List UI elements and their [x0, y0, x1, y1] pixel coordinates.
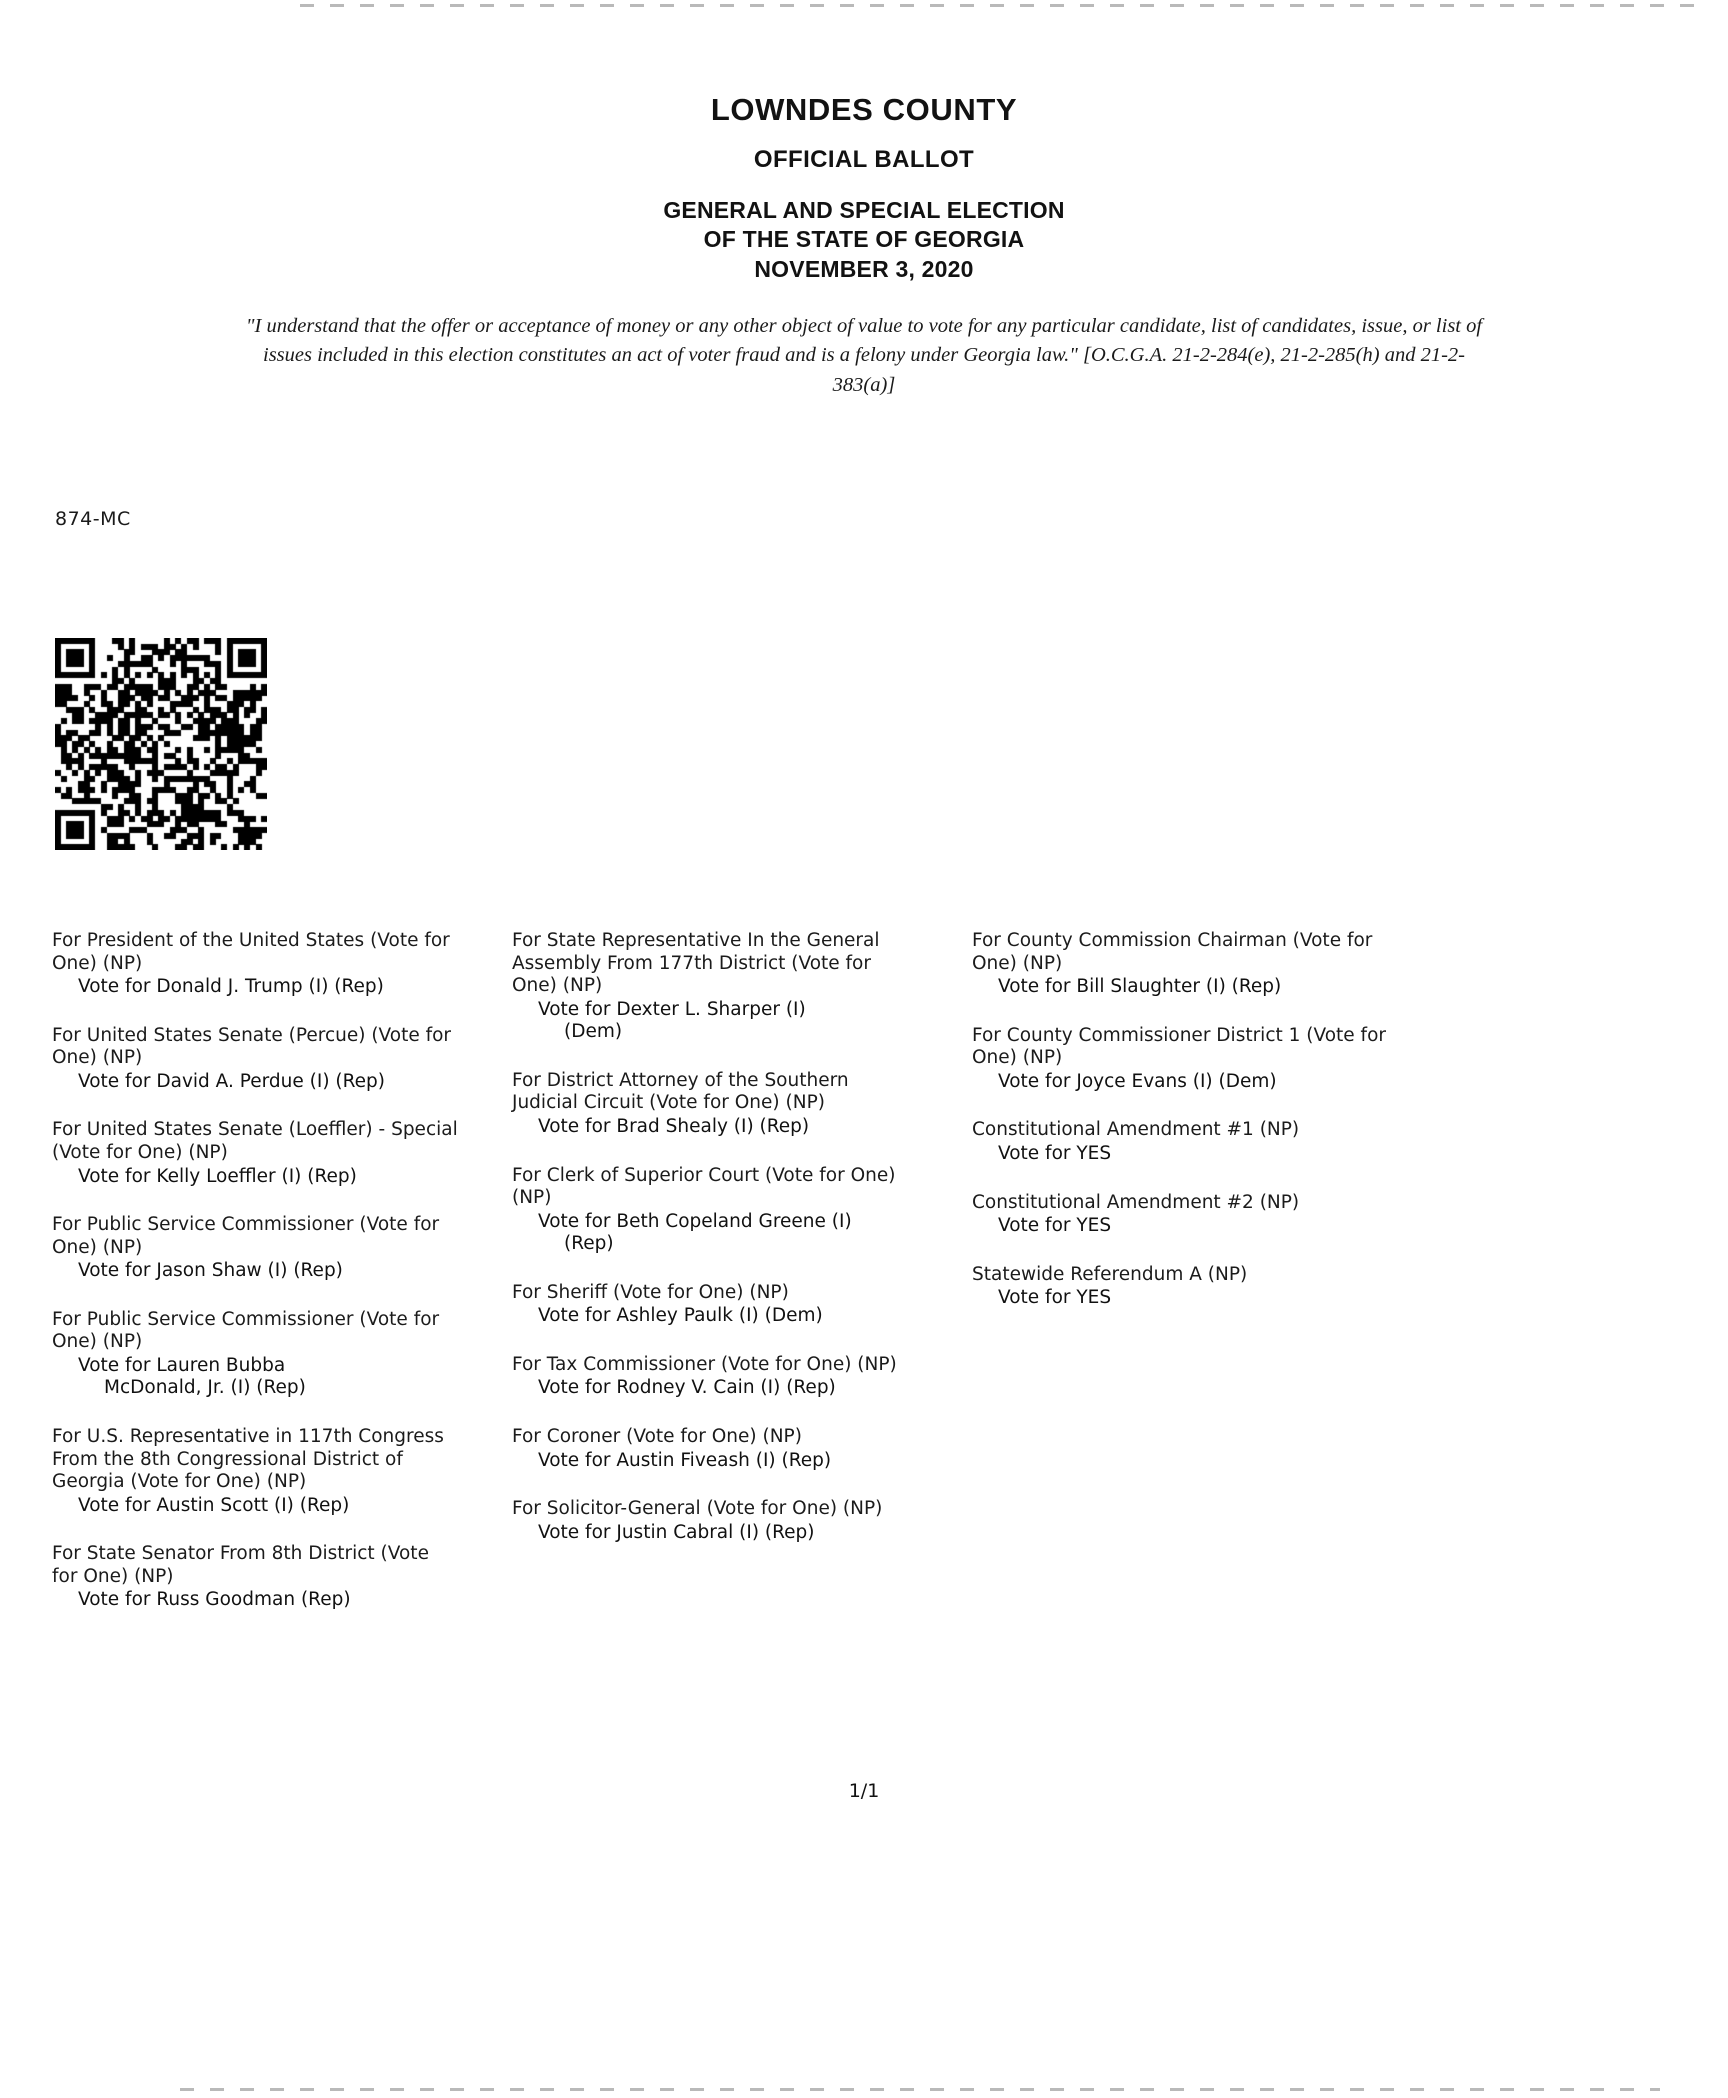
choice-text: Vote for Kelly Loeffler (I) (Rep) [78, 1165, 357, 1187]
election-title [164, 196, 1564, 284]
election-title-line-1: GENERAL AND SPECIAL ELECTION [663, 197, 1065, 223]
contest-columns [52, 930, 1682, 1638]
contest-title: Constitutional Amendment #2 (NP) [972, 1191, 1300, 1213]
choice-text: Vote for Russ Goodman (Rep) [78, 1589, 351, 1611]
contest-block [512, 1426, 918, 1472]
voter-fraud-oath-text: "I understand that the offer or acceptance of money or any other object of value to vote for any particular candidate, list of candidates, issue, or list of issues included in this election constitutes an act of voter fraud and is a felony under Georgia law." [O.C.G.A. 21-2-284(e), 21-2-285(h) and 21-2-383(a)] [245, 315, 1483, 396]
contest-title: For United States Senate (Percue) (Vote for One) (NP) [52, 1024, 452, 1069]
contest-block [52, 1119, 458, 1188]
contest-title: For President of the United States (Vote for One) (NP) [52, 930, 450, 974]
contest-title: For Public Service Commissioner (Vote for One) (NP) [52, 1308, 440, 1353]
contest-title: For Public Service Commissioner (Vote for One) (NP) [52, 1214, 440, 1258]
choice-text: Vote for David A. Perdue (I) (Rep) [78, 1070, 386, 1092]
contest-title: Constitutional Amendment #1 (NP) [972, 1119, 1300, 1141]
contest-block [512, 1165, 918, 1256]
choice-text: Vote for YES [998, 1287, 1112, 1309]
contest-block [52, 1025, 458, 1094]
official-ballot-title: OFFICIAL BALLOT [753, 146, 975, 173]
contest-selected-choice [52, 1071, 458, 1094]
contest-selected-choice [972, 976, 1392, 999]
contest-block [972, 1025, 1392, 1094]
contest-block [52, 1214, 458, 1283]
contest-title: For District Attorney of the Southern Judicial Circuit (Vote for One) (NP) [512, 1069, 849, 1114]
election-title-line-2: OF THE STATE OF GEORGIA [703, 226, 1025, 253]
contest-block [52, 1543, 458, 1612]
contest-selected-choice [512, 1211, 918, 1256]
contest-title: For County Commissioner District 1 (Vote for One) (NP) [972, 1024, 1386, 1069]
contest-selected-choice [972, 1143, 1392, 1166]
contest-selected-choice [52, 976, 458, 999]
contest-selected-choice [972, 1215, 1392, 1238]
contest-selected-choice [52, 1355, 458, 1400]
contest-selected-choice [972, 1071, 1392, 1094]
page-number: 1/1 [848, 1780, 880, 1802]
contest-title: For Coroner (Vote for One) (NP) [512, 1426, 802, 1447]
choice-text: Vote for Jason Shaw (I) (Rep) [78, 1260, 343, 1282]
contest-selected-choice [512, 1377, 918, 1400]
contest-title: For Tax Commissioner (Vote for One) (NP) [512, 1353, 897, 1375]
county-title: LOWNDES COUNTY [710, 92, 1018, 127]
contest-selected-choice [52, 1166, 458, 1189]
choice-text: Vote for Rodney V. Cain (I) (Rep) [538, 1377, 836, 1399]
contest-selected-choice [512, 1522, 918, 1545]
contest-block [972, 1119, 1392, 1165]
contest-block [52, 1309, 458, 1400]
contest-title: For Clerk of Superior Court (Vote for One) (NP) [512, 1164, 896, 1209]
choice-text-continued: (Dem) [564, 1021, 623, 1043]
choice-text: Vote for Lauren Bubba [78, 1354, 286, 1376]
contest-selected-choice [512, 1305, 918, 1328]
contest-block [52, 930, 458, 999]
choice-text: Vote for Austin Scott (I) (Rep) [78, 1494, 350, 1516]
contest-block [512, 1498, 918, 1544]
choice-text: Vote for Joyce Evans (I) (Dem) [998, 1070, 1277, 1092]
contest-column-3 [972, 930, 1392, 1638]
contest-column-2 [512, 930, 918, 1638]
contest-block [512, 1354, 918, 1400]
contest-title: For Sheriff (Vote for One) (NP) [512, 1281, 789, 1303]
contest-selected-choice [512, 999, 918, 1044]
contest-column-1 [52, 930, 458, 1638]
contest-title: For State Senator From 8th District (Vote for One) (NP) [52, 1543, 429, 1587]
choice-text: Vote for Beth Copeland Greene (I) [538, 1210, 852, 1232]
contest-title: For United States Senate (Loeffler) - Special (Vote for One) (NP) [52, 1119, 458, 1163]
contest-block [972, 930, 1392, 999]
choice-text: Vote for Donald J. Trump (I) (Rep) [78, 976, 384, 998]
contest-block [512, 1282, 918, 1328]
contest-block [512, 930, 918, 1044]
qr-code-icon [55, 638, 267, 850]
contest-selected-choice [52, 1495, 458, 1518]
ballot-style-id: 874-MC [55, 508, 131, 530]
choice-text: Vote for YES [998, 1215, 1112, 1237]
contest-selected-choice [512, 1116, 918, 1139]
contest-block [52, 1426, 458, 1517]
contest-selected-choice [512, 1450, 918, 1473]
choice-text-continued: (Rep) [564, 1233, 614, 1255]
contest-title: For Solicitor-General (Vote for One) (NP) [512, 1498, 883, 1520]
contest-selected-choice [972, 1287, 1392, 1310]
scan-edge-marks-top [300, 4, 1700, 7]
choice-text: Vote for Bill Slaughter (I) (Rep) [998, 976, 1282, 998]
contest-selected-choice [52, 1589, 458, 1612]
choice-text: Vote for YES [998, 1142, 1112, 1164]
contest-title: For County Commission Chairman (Vote for One) (NP) [972, 930, 1373, 974]
choice-text-continued: McDonald, Jr. (I) (Rep) [104, 1377, 306, 1399]
choice-text: Vote for Ashley Paulk (I) (Dem) [538, 1305, 823, 1327]
contest-block [512, 1070, 918, 1139]
election-date: NOVEMBER 3, 2020 [754, 255, 974, 282]
choice-text: Vote for Dexter L. Sharper (I) [538, 998, 806, 1020]
contest-title: For U.S. Representative in 117th Congress From the 8th Congressional District of Georgia (Vote for One) (NP) [52, 1426, 444, 1493]
ballot-header [164, 0, 1564, 284]
scan-edge-marks-bottom [180, 2088, 1660, 2091]
contest-block [972, 1264, 1392, 1310]
contest-title: For State Representative In the General Assembly From 177th District (Vote for One) (NP) [512, 930, 880, 997]
contest-selected-choice [52, 1260, 458, 1283]
contest-block [972, 1192, 1392, 1238]
choice-text: Vote for Austin Fiveash (I) (Rep) [538, 1449, 832, 1471]
choice-text: Vote for Brad Shealy (I) (Rep) [538, 1115, 810, 1137]
choice-text: Vote for Justin Cabral (I) (Rep) [538, 1521, 815, 1543]
contest-title: Statewide Referendum A (NP) [972, 1263, 1248, 1285]
